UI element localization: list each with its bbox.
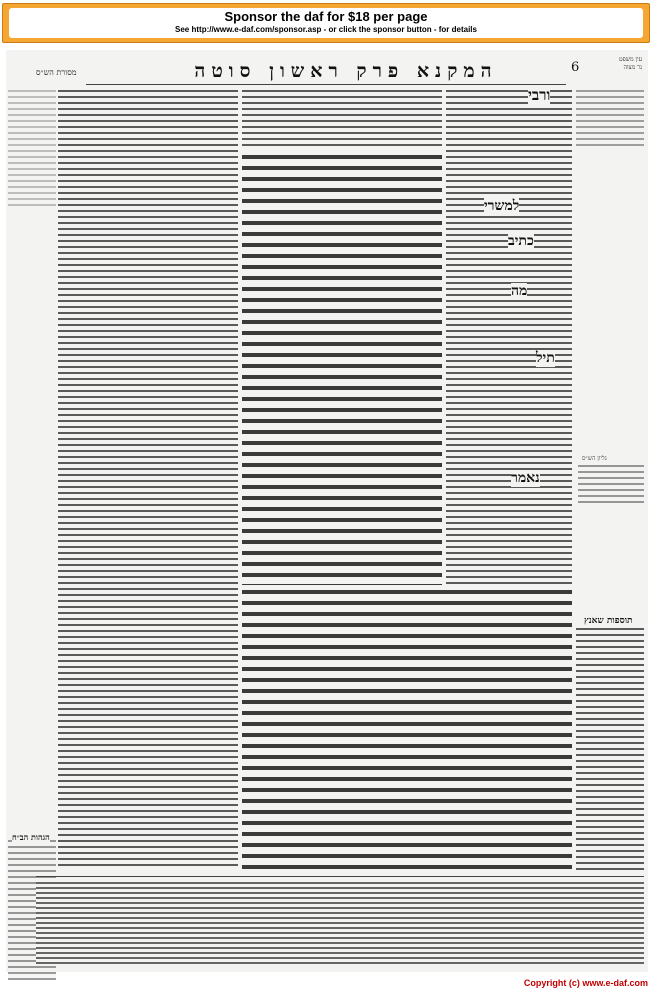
masoret-margin-top (8, 90, 56, 210)
ktiv-heading: כתיב (508, 233, 534, 249)
footnote-rule (36, 876, 644, 877)
talmud-page-scan (6, 50, 648, 972)
sponsor-title[interactable]: Sponsor the daf for $18 per page (224, 9, 428, 24)
gemara-main-text (242, 155, 442, 585)
page-number: 6 (571, 60, 580, 75)
ein-mishpat-margin (576, 90, 644, 150)
footnotes-block (36, 882, 644, 966)
tractate-header: המקנא פרק ראשון סוטה (194, 60, 498, 82)
rashi-heading: ורבי (528, 86, 551, 104)
upper-commentary-band (242, 90, 442, 150)
gilyon-label: גליון הש״ס (582, 455, 607, 462)
hagahot-label: הגהות הב״ח (12, 832, 50, 842)
til-heading: תיל (536, 350, 555, 366)
sponsor-subtitle[interactable]: See http://www.e-daf.com/sponsor.asp - or click the sponsor button - for details (175, 25, 477, 34)
naamar-heading: נאמר (511, 470, 540, 486)
sponsor-banner-inner[interactable] (9, 8, 643, 38)
header-rule (86, 84, 566, 85)
masoret-header: מסורת הש״ס (36, 68, 77, 77)
gilyon-margin (578, 465, 644, 505)
tosafot-column (58, 90, 238, 870)
rashi-column (446, 90, 572, 585)
lemishri-heading: למשרי (484, 198, 520, 214)
ein-mishpat-header: עין משפט נר מצוה (619, 56, 642, 71)
ma-heading: מה (511, 283, 528, 299)
copyright-link[interactable]: Copyright (c) www.e-daf.com (523, 978, 648, 988)
tosafot-shantz-column (576, 628, 644, 870)
sponsor-banner[interactable] (2, 3, 650, 43)
tosafot-shantz-heading: תוספות שאנץ (584, 616, 633, 626)
page-header (6, 54, 648, 84)
gemara-main-text-lower (242, 590, 572, 870)
